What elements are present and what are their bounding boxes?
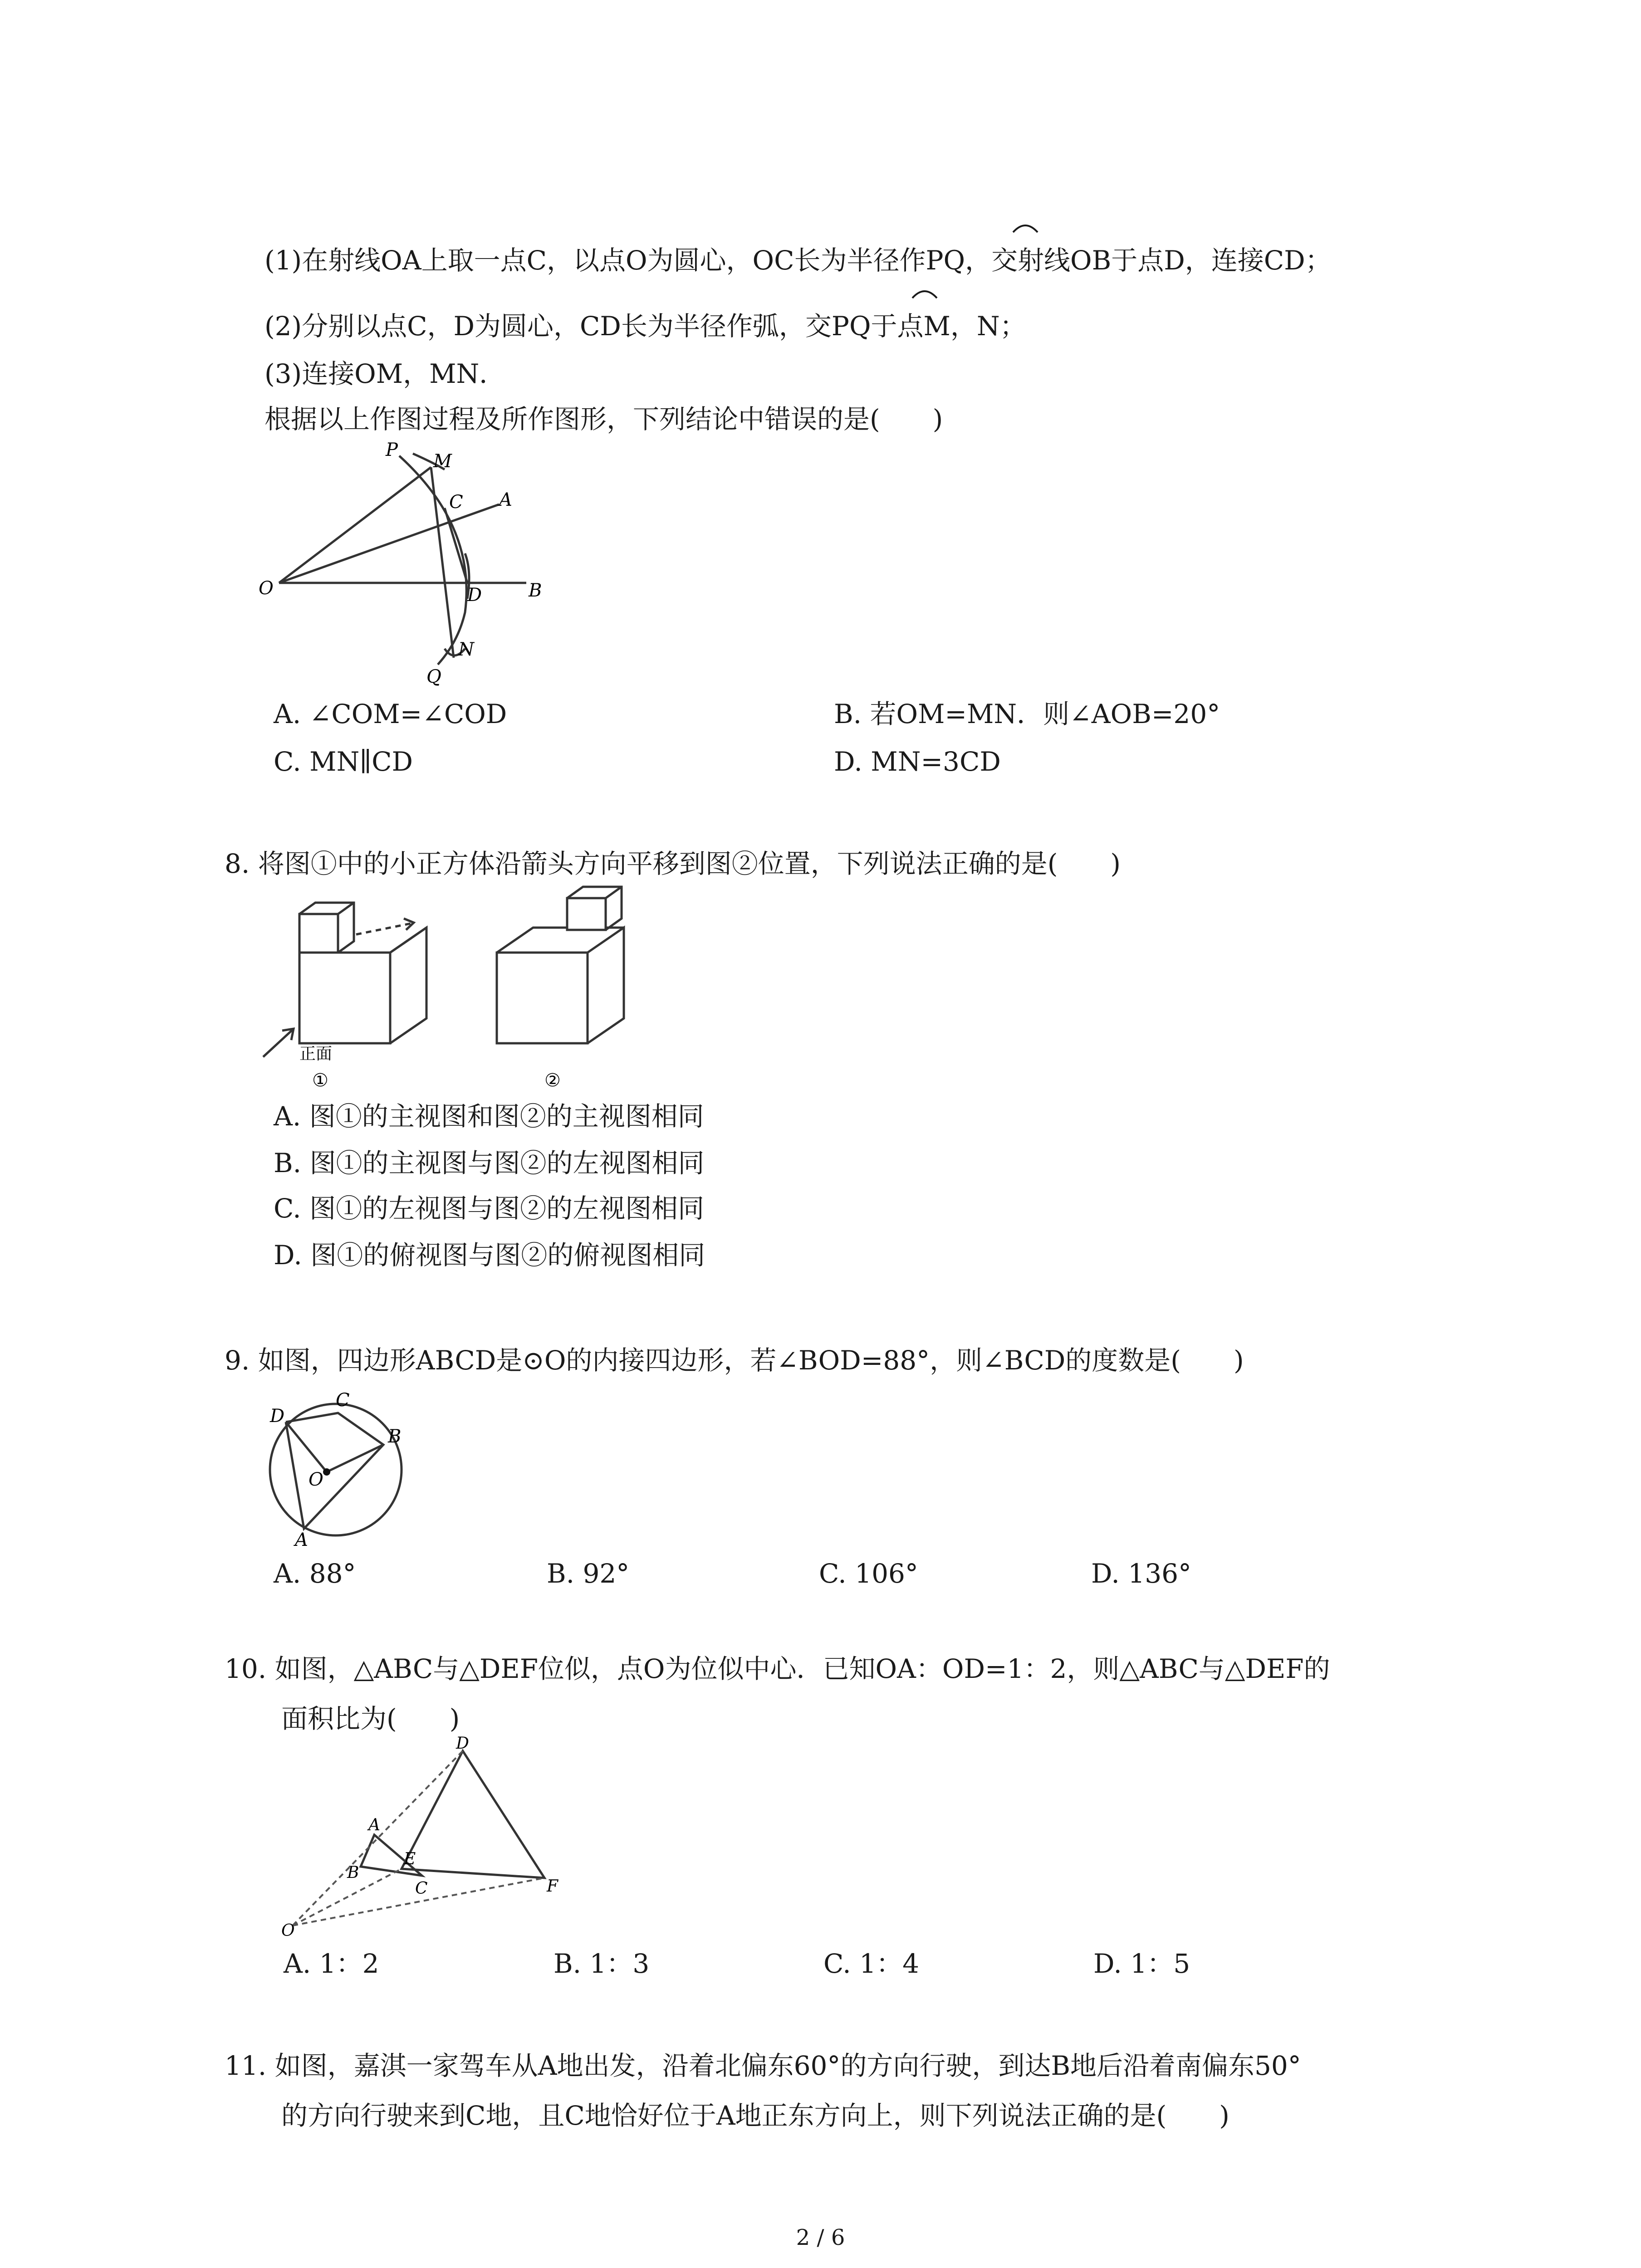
- label-b: B: [529, 580, 542, 601]
- q7-step3: (3)连接OM，MN．: [265, 358, 506, 389]
- q9-option-d: D. 136°: [1091, 1558, 1192, 1589]
- q8-option-d: D. 图①的俯视图与图②的俯视图相同: [274, 1240, 705, 1271]
- q10-label-c: C: [415, 1879, 428, 1898]
- q10-option-d: D. 1：5: [1093, 1948, 1190, 1979]
- arc-mark-pq-1: [1009, 218, 1041, 236]
- q9-label-d: D: [270, 1406, 285, 1427]
- q7-option-c: C. MN∥CD: [274, 746, 413, 777]
- q8-figure: [254, 889, 617, 1093]
- label-front: 正面: [299, 1045, 333, 1063]
- q10-stem-line2: 面积比为( ): [281, 1703, 460, 1734]
- segment-om: [279, 467, 431, 583]
- page-number: 2 / 6: [796, 2225, 845, 2250]
- label-m: M: [433, 451, 452, 472]
- q8-option-a: A. 图①的主视图和图②的主视图相同: [274, 1101, 704, 1132]
- label-fig2: ②: [544, 1070, 561, 1091]
- q9-stem: 9. 如图，四边形ABCD是⊙O的内接四边形，若∠BOD=88°，则∠BCD的度数是( ): [225, 1345, 1244, 1376]
- q9-label-o: O: [309, 1469, 323, 1490]
- q7-step2: (2)分别以点C，D为圆心，CD长为半径作弧，交PQ于点M，N；: [265, 311, 1026, 342]
- q9-option-a: A. 88°: [274, 1558, 356, 1589]
- q10-label-e: E: [404, 1850, 416, 1868]
- q10-label-f: F: [547, 1877, 558, 1896]
- q8-stem: 8. 将图①中的小正方体沿箭头方向平移到图②位置，下列说法正确的是( ): [225, 848, 1121, 879]
- q9-option-b: B. 92°: [547, 1558, 630, 1589]
- q8-option-c: C. 图①的左视图与图②的左视图相同: [274, 1193, 705, 1224]
- q11-stem-line2: 的方向行驶来到C地，且C地恰好位于A地正东方向上，则下列说法正确的是( ): [281, 2100, 1230, 2131]
- q10-label-d: D: [456, 1734, 469, 1753]
- q10-stem-line1: 10. 如图，△ABC与△DEF位似，点O为位似中心．已知OA：OD=1：2，则△ABC与△DEF的: [225, 1653, 1330, 1684]
- q9-label-b: B: [388, 1426, 402, 1447]
- arc-mark-pq-2: [909, 284, 941, 302]
- q11-stem-line1: 11. 如图，嘉淇一家驾车从A地出发，沿着北偏东60°的方向行驶，到达B地后沿着南偏东50°: [225, 2050, 1301, 2081]
- q8-option-b: B. 图①的主视图与图②的左视图相同: [274, 1148, 705, 1178]
- label-o: O: [259, 578, 274, 599]
- q9-figure: [254, 1379, 417, 1550]
- q9-option-c: C. 106°: [819, 1558, 918, 1589]
- label-n: N: [458, 639, 474, 660]
- label-d: D: [467, 585, 482, 606]
- q7-option-b: B. 若OM=MN．则∠AOB=20°: [834, 699, 1220, 729]
- triangle-def: [402, 1751, 544, 1878]
- q7-figure: [254, 435, 572, 699]
- q10-option-b: B. 1：3: [554, 1948, 650, 1979]
- q10-option-a: A. 1：2: [284, 1948, 379, 1979]
- q10-label-o: O: [281, 1921, 295, 1940]
- label-fig1: ①: [312, 1070, 328, 1091]
- q9-label-a: A: [295, 1530, 308, 1550]
- label-q: Q: [426, 666, 441, 687]
- q10-figure: [272, 1734, 590, 1940]
- q10-option-c: C. 1：4: [823, 1948, 919, 1979]
- label-c: C: [449, 492, 463, 513]
- label-p: P: [386, 440, 398, 460]
- q9-label-c: C: [336, 1390, 350, 1411]
- q7-prompt: 根据以上作图过程及所作图形，下列结论中错误的是( ): [265, 404, 943, 435]
- q7-option-d: D. MN=3CD: [834, 746, 1001, 777]
- q10-label-b: B: [347, 1863, 359, 1882]
- label-a: A: [499, 489, 512, 510]
- q10-label-a: A: [368, 1816, 380, 1834]
- q7-step1: (1)在射线OA上取一点C，以点O为圆心，OC长为半径作PQ，交射线OB于点D，连接CD；: [265, 245, 1332, 276]
- q7-option-a: A. ∠COM=∠COD: [274, 699, 507, 729]
